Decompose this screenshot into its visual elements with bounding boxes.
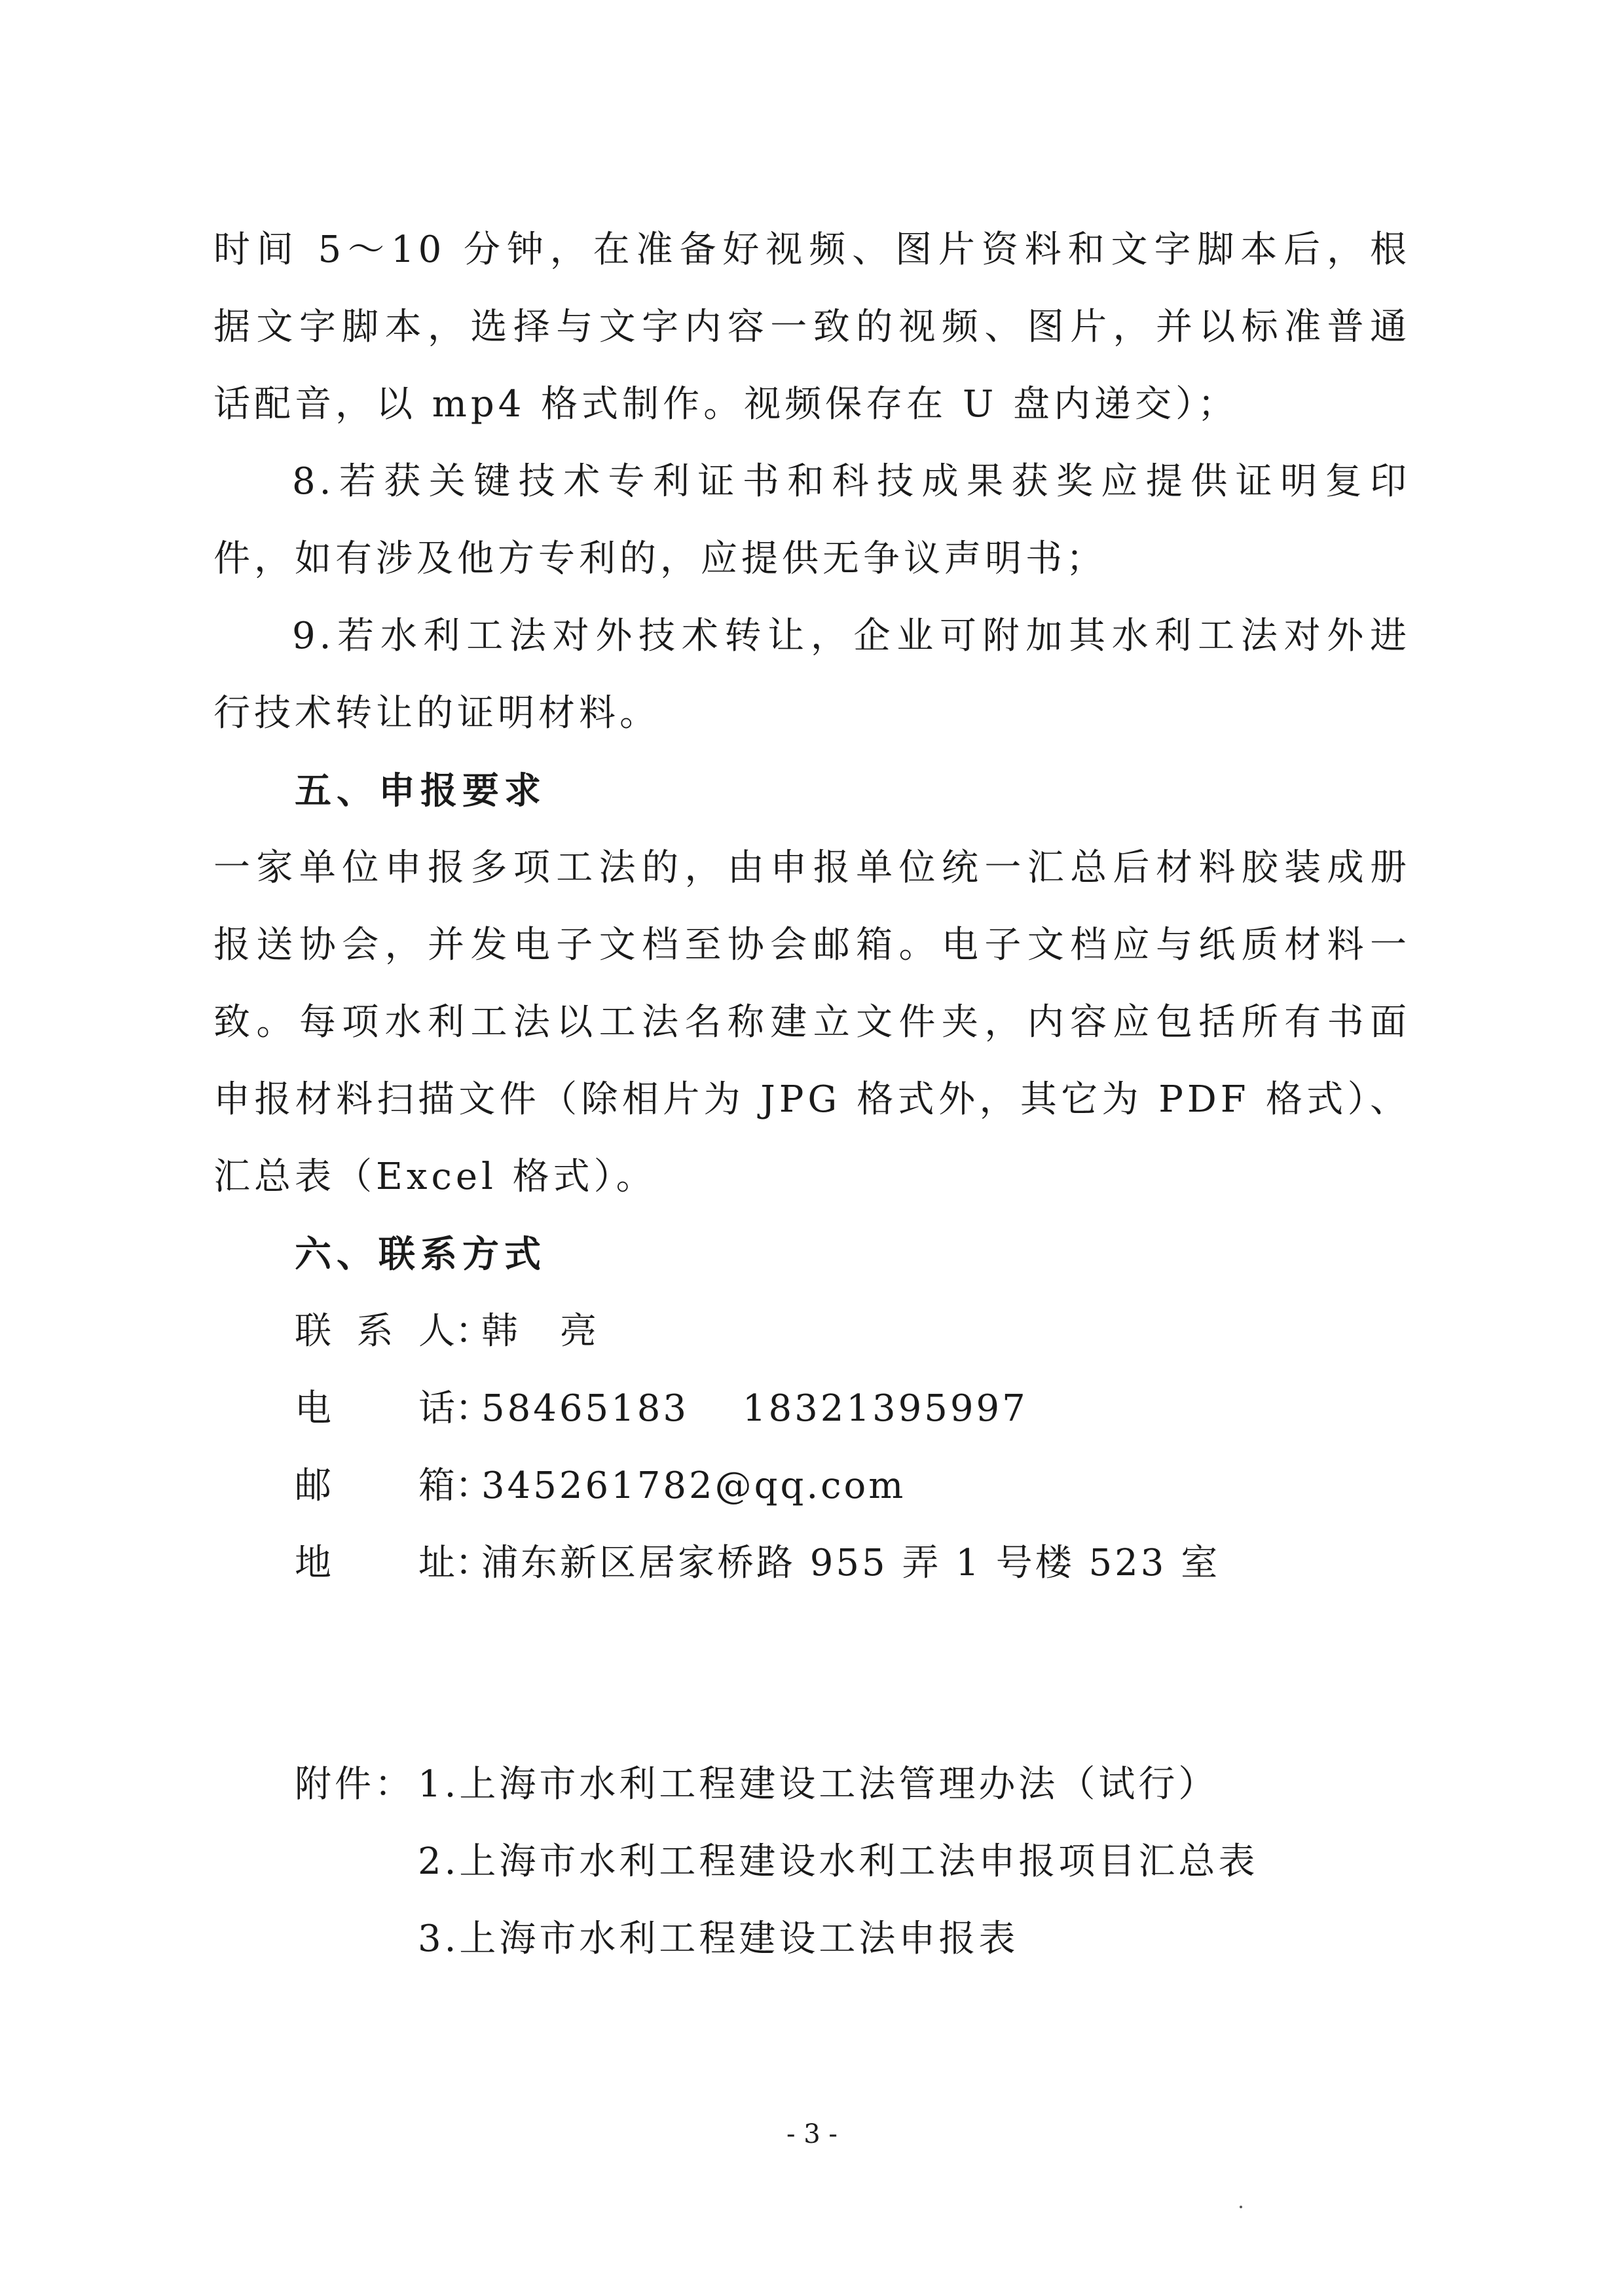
contact-person-value: 韩 亮 <box>481 1310 599 1353</box>
section5-line: 报送协会，并发电子文档至协会邮箱。电子文档应与纸质材料一 <box>213 924 1411 966</box>
body-line: 件，如有涉及他方专利的，应提供无争议声明书； <box>213 538 1107 580</box>
attachment-item: 3.上海市水利工程建设工法申报表 <box>418 1918 1019 1960</box>
attachment-item: 2.上海市水利工程建设水利工法申报项目汇总表 <box>418 1840 1259 1883</box>
body-line: 话配音，以 mp4 格式制作。视频保存在 U 盘内递交）； <box>213 383 1238 426</box>
list-item-9: 9.若水利工法对外技术转让，企业可附加其水利工法对外进 <box>292 615 1411 657</box>
scan-speck <box>1240 2206 1242 2208</box>
body-line: 据文字脚本，选择与文字内容一致的视频、图片，并以标准普通 <box>213 306 1411 348</box>
contact-label: 邮箱 <box>295 1465 455 1507</box>
section5-line: 致。每项水利工法以工法名称建立文件夹，内容应包括所有书面 <box>213 1001 1411 1044</box>
section-heading-5: 五、申报要求 <box>295 769 546 812</box>
contact-address-value: 浦东新区居家桥路 955 弄 1 号楼 523 室 <box>481 1542 1221 1584</box>
section-heading-6: 六、联系方式 <box>295 1233 546 1276</box>
contact-person-row <box>295 1305 599 1358</box>
body-line: 时间 5～10 分钟，在准备好视频、图片资料和文字脚本后，根 <box>213 228 1411 271</box>
contact-email-value: 345261782@qq.com <box>481 1465 906 1507</box>
contact-email-row <box>295 1460 906 1512</box>
list-item-8: 8.若获关键技术专利证书和科技成果获奖应提供证明复印 <box>292 460 1411 503</box>
colon: ： <box>455 1465 492 1507</box>
attachments-prefix: 附件： <box>295 1763 415 1806</box>
contact-phone-row <box>295 1383 1028 1435</box>
colon: ： <box>455 1310 492 1353</box>
colon: ： <box>455 1387 492 1430</box>
contact-label: 联系人 <box>295 1310 455 1353</box>
body-line: 行技术转让的证明材料。 <box>213 692 660 735</box>
section5-line: 一家单位申报多项工法的，由申报单位统一汇总后材料胶装成册 <box>213 847 1411 889</box>
section5-line: 汇总表（Excel 格式）。 <box>213 1156 657 1198</box>
section5-line: 申报材料扫描文件（除相片为 JPG 格式外，其它为 PDF 格式）、 <box>213 1078 1411 1121</box>
contact-address-row <box>295 1537 1220 1590</box>
colon: ： <box>455 1542 492 1584</box>
contact-label: 电话 <box>295 1387 455 1430</box>
attachment-item: 1.上海市水利工程建设工法管理办法（试行） <box>418 1763 1219 1806</box>
contact-phone-value: 58465183 18321395997 <box>481 1387 1028 1430</box>
contact-label: 地址 <box>295 1542 455 1584</box>
page-number: - 3 - <box>786 2119 838 2149</box>
